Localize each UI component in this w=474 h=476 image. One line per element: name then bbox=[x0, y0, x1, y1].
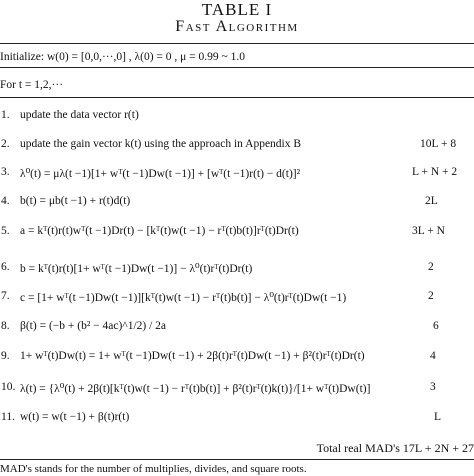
step-equation: w(t) = w(t −1) + β(t)r(t) bbox=[20, 411, 130, 423]
step-cost: L + N + 2 bbox=[412, 166, 458, 178]
step-cost: 4 bbox=[430, 350, 436, 362]
loop-line: For t = 1,2,··· bbox=[0, 79, 64, 91]
table-title: Fast Algorithm bbox=[175, 18, 299, 35]
step-cost: 2 bbox=[428, 261, 434, 273]
algorithm-step-8 bbox=[0, 320, 474, 340]
step-cost: 10L + 8 bbox=[420, 138, 457, 150]
step-cost: 3 bbox=[430, 381, 436, 393]
loop-rule bbox=[0, 97, 474, 98]
step-equation: b(t) = μb(t −1) + r(t)d(t) bbox=[20, 195, 131, 207]
algorithm-step-9 bbox=[0, 350, 474, 370]
algorithm-step-7 bbox=[0, 290, 474, 310]
step-equation: c = [1+ wᵀ(t −1)Dw(t −1)][kᵀ(t)w(t −1) − rᵀ(t)b(t)] − λ⁰(t)rᵀ(t)Dw(t −1) bbox=[20, 292, 347, 304]
table-label: TABLE I bbox=[201, 0, 273, 19]
algorithm-step-5 bbox=[0, 225, 474, 245]
algorithm-step-3 bbox=[0, 166, 474, 186]
step-equation: b = kᵀ(t)r(t)[1+ wᵀ(t −1)Dw(t −1)] − λ⁰(t)rᵀ(t)Dr(t) bbox=[20, 263, 253, 275]
algorithm-step-4 bbox=[0, 195, 474, 215]
step-equation: λ⁰(t) = μλ(t −1)[1+ wᵀ(t −1)Dw(t −1)] + [wᵀ(t −1)r(t) − d(t)]² bbox=[20, 168, 301, 180]
algorithm-step-1 bbox=[0, 109, 474, 129]
step-cost: L bbox=[434, 411, 442, 423]
step-number: 5. bbox=[1, 225, 10, 237]
step-number: 10. bbox=[1, 381, 16, 393]
step-number: 1. bbox=[1, 109, 10, 121]
step-equation: β(t) = (−b + (b² − 4ac)^1/2) / 2a bbox=[20, 320, 167, 332]
algorithm-step-11 bbox=[0, 411, 474, 431]
step-number: 7. bbox=[1, 290, 10, 302]
step-equation: λ(t) = {λ⁰(t) + 2β(t)[kᵀ(t)w(t −1) − rᵀ(t)b(t)] + β²(t)rᵀ(t)k(t)}/[1+ wᵀ(t)Dw(t)] bbox=[20, 383, 371, 395]
step-cost: 2 bbox=[428, 290, 434, 302]
initialize-rule bbox=[0, 67, 474, 68]
step-number: 2. bbox=[1, 138, 10, 150]
step-number: 4. bbox=[1, 195, 10, 207]
step-equation: update the gain vector k(t) using the approach in Appendix B bbox=[20, 138, 302, 150]
algorithm-step-10 bbox=[0, 381, 474, 401]
step-equation: 1+ wᵀ(t)Dw(t) = 1+ wᵀ(t −1)Dw(t −1) + 2β(t)rᵀ(t)Dw(t −1) + β²(t)rᵀ(t)Dr(t) bbox=[20, 350, 365, 362]
step-number: 11. bbox=[1, 411, 15, 423]
step-cost: 6 bbox=[433, 320, 439, 332]
step-number: 8. bbox=[1, 320, 10, 332]
step-equation: a = kᵀ(t)r(t)wᵀ(t −1)Dr(t) − [kᵀ(t)w(t −1) − rᵀ(t)b(t)]rᵀ(t)Dr(t) bbox=[20, 225, 299, 237]
step-cost: 2L bbox=[425, 195, 438, 207]
step-number: 3. bbox=[1, 166, 10, 178]
footnote: MAD's stands for the number of multiplies, divides, and square roots. bbox=[0, 463, 307, 475]
step-number: 6. bbox=[1, 261, 10, 273]
top-rule bbox=[0, 43, 474, 44]
total-mads: Total real MAD's 17L + 2N + 27 bbox=[316, 441, 474, 455]
algorithm-step-2 bbox=[0, 138, 474, 158]
step-cost: 3L + N bbox=[412, 225, 445, 237]
bottom-rule bbox=[0, 459, 474, 460]
initialize-line: Initialize: w(0) = [0,0,···,0] , λ(0) = 0 , μ = 0.99 ~ 1.0 bbox=[0, 51, 246, 63]
step-number: 9. bbox=[1, 350, 10, 362]
step-equation: update the data vector r(t) bbox=[20, 109, 139, 121]
algorithm-step-6 bbox=[0, 261, 474, 281]
